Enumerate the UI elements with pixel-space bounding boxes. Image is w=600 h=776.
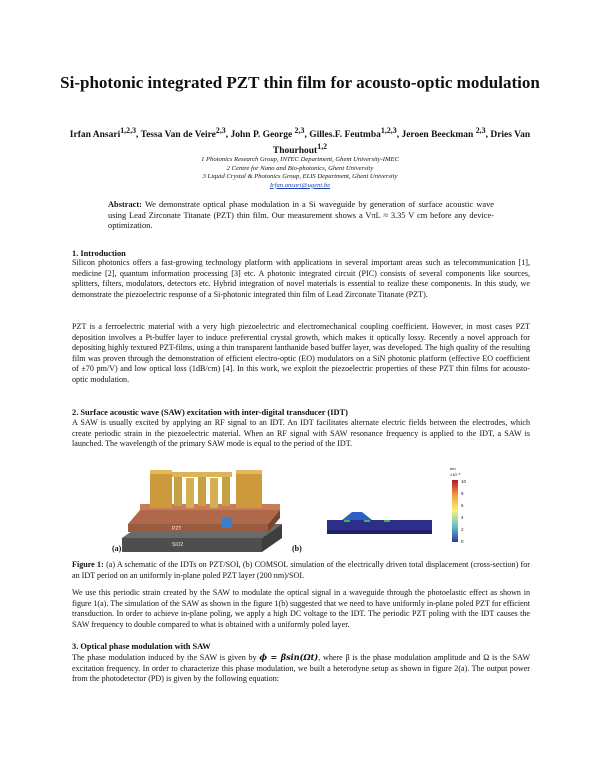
figure-1-graphic (112, 460, 502, 555)
intro-paragraph-2: PZT is a ferroelectric material with a very high piezoelectric and electromechanical coupling coefficient. However, in most cases PZT deposition involves a Pt-buffer layer to induce preferential crystal growth, which makes it optically lossy. Recently a novel approach for depositing highly textured PZT-films, using a thin transparent lanthanide based buffer layer, was developed. The high quality of the resulting film was proven through the demonstration of efficient electro-optic (EO) modulators on a SiN photonic platform (effective EO coefficient of ±70 pm/V) and low optical loss (1dB/cm) [4]. In this work, we exploit the piezoelectric properties of these PZT thin films for acousto-optic modulation. (72, 322, 530, 384)
colorbar-tick: 10 (461, 479, 467, 484)
idt-schematic (122, 470, 282, 552)
section-heading-saw: 2. Surface acoustic wave (SAW) excitation with inter-digital transducer (IDT) (72, 408, 348, 417)
colorbar-tick: 4 (461, 515, 464, 520)
author-list: Irfan Ansari$^{1,2,3}$, Tessa Van de Veire$^{2,3}$, John P. George $^{2,3}$, Gilles.F. Feutmba$^{1,2,3}$, Jeroen Beeckman $^{2,3}$, Dries Van Thourhout$^{1,2}$ (69, 126, 531, 157)
colorbar-scale: ×10⁻³ (450, 472, 461, 477)
panel-a-label: (a) (112, 544, 122, 553)
pzt-layer-label: PZT (172, 526, 182, 532)
affiliation-1: 1 Photonics Research Group, INTEC Department, Ghent University-IMEC (201, 156, 399, 163)
intro-paragraph-1: Silicon photonics offers a fast-growing technology platform with applications in several important areas such as telecommunication [1], medicine [2], quantum information processing [3] etc. A photonic integrated circuit (PIC) consists of several components like sources, splitters, filters, modulators, detectors etc. Hybrid integration of novel materials is essential to realize these components. In this study, we demonstrate the piezoelectric response of a Si-photonic integrated thin film of Lead Zirconate Titanate (PZT). (72, 258, 530, 299)
phase-text-before: The phase modulation induced by the SAW is given by (72, 653, 257, 662)
colorbar-tick: 2 (461, 527, 464, 532)
sio2-layer-label: SiO2 (172, 542, 184, 548)
colorbar-tick: 6 (461, 503, 464, 508)
phase-modulation-paragraph (72, 652, 530, 685)
abstract-label: Abstract: (108, 200, 142, 209)
colorbar-tick: 0 (461, 539, 464, 544)
paper-title: Si-photonic integrated PZT thin film for acousto-optic modulation (60, 73, 540, 92)
phase-equation: ϕ = βsin(Ωt) (259, 652, 319, 662)
affiliations (120, 156, 480, 190)
colorbar-unit: nm (450, 466, 456, 471)
email-link[interactable]: Irfan.ansari@ugent.be (269, 181, 331, 189)
affiliation-3: 3 Liquid Crystal & Photonics Group, ELIS Department, Ghent University (202, 173, 398, 181)
saw-paragraph: A SAW is usually excited by applying an RF signal to an IDT. An IDT facilitates alternate electric fields between the electrodes, which create periodic strain in the piezoelectric material. When an RF signal with SAW resonance frequency is applied to the IDT, a SAW is launched. The wavelength of the primary SAW mode is equal to the period of the IDT. (72, 418, 530, 449)
phase-text-after: , where β is the phase modulation amplitude and Ω is the SAW excitation frequency. In order to characterize this phase modulation, we built a heterodyne setup as shown in figure 2(a). The output power from the photodetector (PD) is given by the following equation: (72, 653, 531, 684)
caption-text: (a) A schematic of the IDTs on PZT/SOI, (b) COMSOL simulation of the electrically driven total displacement (cross-section) for an IDT period on an uniformly in-plane poled PZT layer (200 nm)/SOI. (72, 560, 530, 580)
colorbar-tick: 8 (461, 491, 464, 496)
poling-paragraph: We use this periodic strain created by the SAW to modulate the optical signal in a waveguide through the photoelastic effect as shown in figure 1(a). The simulation of the SAW as shown in the figure 1(b) suggested that we need to have uniformly in-plane poled PZT for efficient transduction. In order to achieve in-plane poling, we apply a high DC voltage to the IDT. The periodic PZT poling with the IDT causes the SAW frequency to double compared to what is obtained with a uniformly poled layer. (72, 588, 530, 629)
comsol-simulation (312, 466, 467, 550)
abstract-text: We demonstrate optical phase modulation in a Si waveguide by generation of surface acoustic wave using Lead Zirconate Titanate (PZT) thin film. Our measurement shows a VπL ≈ 3.35 V cm before any device-optimization. (108, 200, 494, 231)
panel-b-label: (b) (292, 544, 302, 553)
abstract (108, 200, 494, 232)
colorbar (452, 480, 458, 542)
figure-1-caption (72, 560, 530, 581)
figure-1 (112, 460, 502, 555)
affiliation-2: 2 Centre for Nano and Bio-photonics, Ghent University (226, 164, 374, 172)
section-heading-introduction: 1. Introduction (72, 249, 126, 258)
caption-label: Figure 1: (72, 560, 104, 569)
section-heading-phase-modulation: 3. Optical phase modulation with SAW (72, 642, 211, 651)
